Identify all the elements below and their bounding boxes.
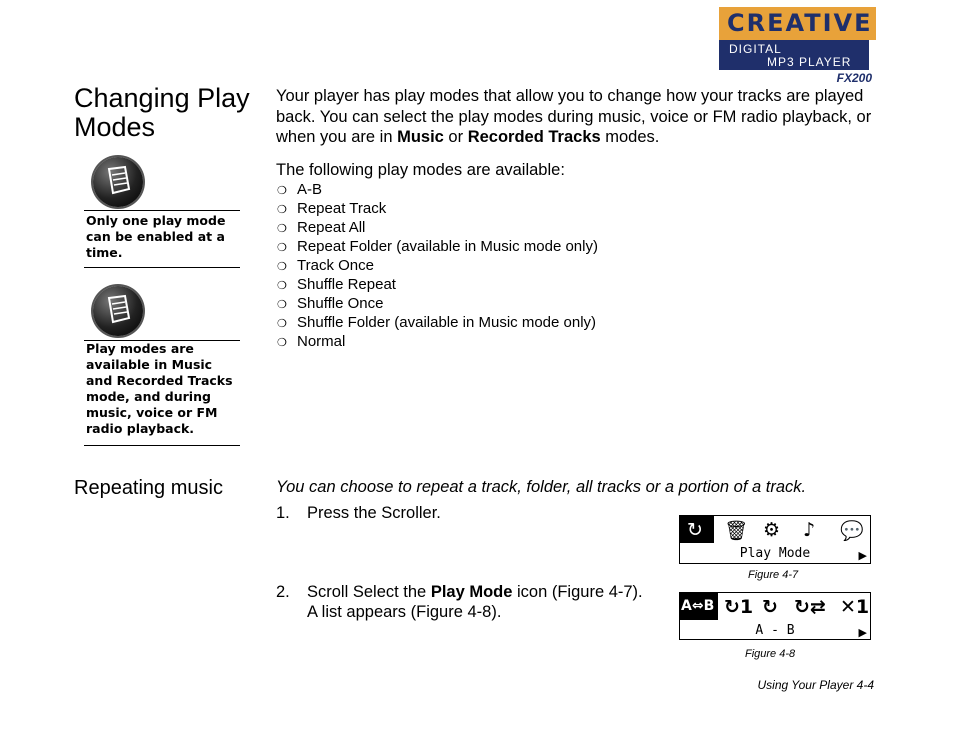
track-once-icon: ✕1 xyxy=(840,596,870,618)
modes-heading: The following play modes are available: xyxy=(276,161,565,179)
ab-repeat-icon: A⇔B xyxy=(681,598,715,614)
section-title: Repeating music xyxy=(74,477,223,499)
play-modes-list xyxy=(276,180,598,351)
icon-row xyxy=(680,593,870,620)
intro-text: Your player has play modes that allow you to change how your tracks are played back. You can select the play modes during music, voice or FM radio playback, or when you are in xyxy=(276,87,872,146)
arrow-right-icon: ▶ xyxy=(858,627,867,639)
intro-paragraph xyxy=(276,86,876,148)
repeat-track-icon: ↻1 xyxy=(724,596,754,618)
figure-label: Figure 4-7 xyxy=(748,569,799,581)
step-text: Scroll Select the xyxy=(307,583,431,601)
icon-row xyxy=(680,516,870,543)
intro-recorded: Recorded Tracks xyxy=(467,128,601,146)
list-item: ❍ Repeat Folder (available in Music mode only) xyxy=(276,237,598,256)
gear-icon: ⚙ xyxy=(763,519,781,541)
note-text-2: Play modes are available in Music and Recorded Tracks mode, and during music, voice or FM radio playback. xyxy=(86,341,233,436)
list-item: ❍ A-B xyxy=(276,180,598,199)
repeat-all-icon: ↻ xyxy=(762,596,778,618)
section-lead: You can choose to repeat a track, folder, all tracks or a portion of a track. xyxy=(276,478,807,496)
page-title: Changing Play Modes xyxy=(74,83,250,142)
intro-music: Music xyxy=(397,128,444,146)
step-continuation: A list appears (Figure 4-8). xyxy=(307,603,502,621)
logo-model: FX200 xyxy=(836,71,872,85)
list-item: ❍ Repeat Track xyxy=(276,199,598,218)
list-item: ❍ Shuffle Repeat xyxy=(276,275,598,294)
intro-end: modes. xyxy=(600,128,660,146)
repeat-folder-icon: ↻⇄ xyxy=(794,596,826,618)
note-rule-bottom xyxy=(84,445,240,446)
figure-4-8-screen xyxy=(679,592,871,640)
screen-caption: A - B xyxy=(755,623,795,638)
note-text-1: Only one play mode can be enabled at a time. xyxy=(86,213,226,260)
step-number: 1. xyxy=(276,504,290,522)
list-item: ❍ Normal xyxy=(276,332,598,351)
screen-caption: Play Mode xyxy=(739,546,811,561)
page-footer: Using Your Player 4-4 xyxy=(757,678,874,692)
list-item: ❍ Track Once xyxy=(276,256,598,275)
figure-label: Figure 4-8 xyxy=(745,648,796,660)
note-icon xyxy=(93,157,143,207)
step-number: 2. xyxy=(276,583,290,601)
logo-line-1: DIGITAL xyxy=(729,42,782,56)
note-rule-bottom xyxy=(84,267,240,268)
figure-4-7-screen xyxy=(679,515,871,564)
logo-line-2: MP3 PLAYER xyxy=(767,55,852,69)
step-bold: Play Mode xyxy=(430,583,513,601)
step-1 xyxy=(276,503,441,523)
list-item: ❍ Repeat All xyxy=(276,218,598,237)
play-mode-icon: ↻ xyxy=(687,519,703,541)
note-icon xyxy=(93,286,143,336)
step-2 xyxy=(276,582,643,622)
list-item: ❍ Shuffle Folder (available in Music mode only) xyxy=(276,313,598,332)
creative-logo xyxy=(719,7,876,85)
list-item: ❍ Shuffle Once xyxy=(276,294,598,313)
arrow-right-icon: ▶ xyxy=(858,550,867,562)
step-text: icon (Figure 4-7). xyxy=(512,583,643,601)
step-text: Press the Scroller. xyxy=(307,504,441,522)
speech-bubble-icon: 💬 xyxy=(840,520,864,542)
trash-icon: 🗑 xyxy=(724,520,749,542)
note-rule-top xyxy=(84,210,240,211)
logo-brand: CREATIVE xyxy=(727,9,873,37)
intro-or: or xyxy=(443,128,468,146)
music-note-icon: ♪ xyxy=(803,519,816,541)
